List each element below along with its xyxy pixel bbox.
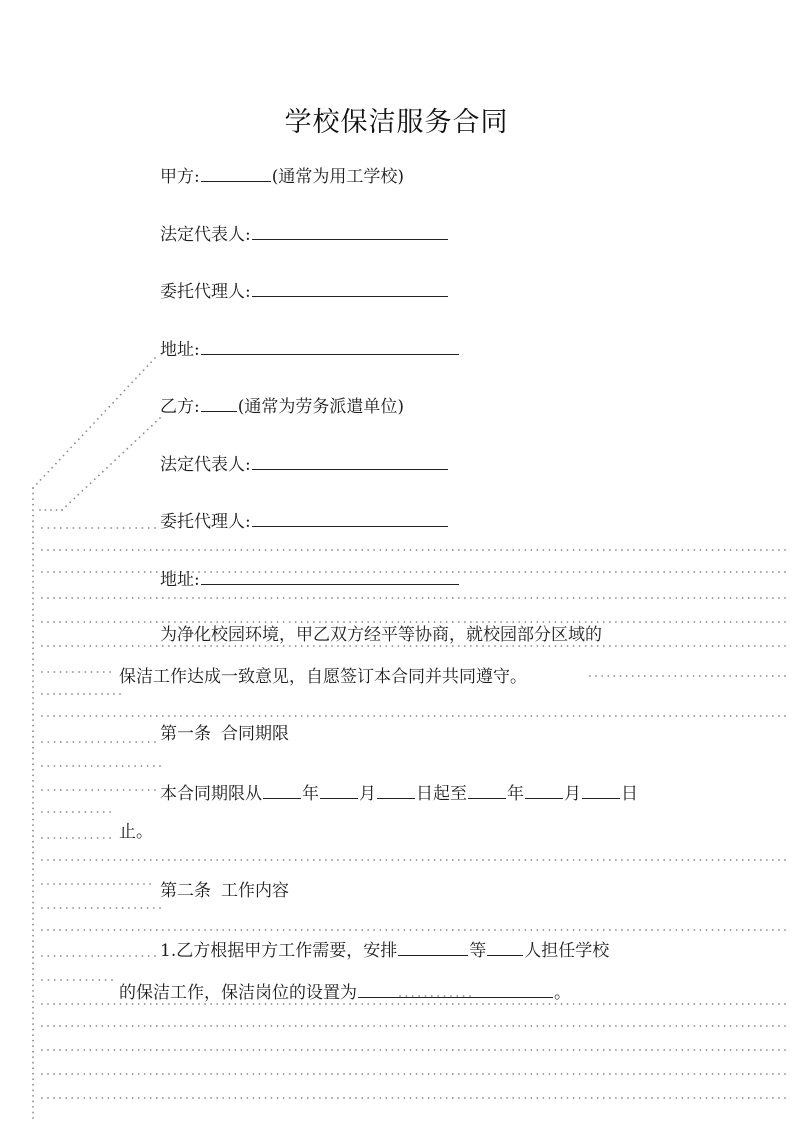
dotted-row-12 bbox=[41, 765, 161, 767]
party-a-legal-rep-blank[interactable] bbox=[252, 222, 448, 240]
article-2-heading bbox=[160, 880, 289, 902]
party-b-agent-blank[interactable] bbox=[252, 509, 448, 527]
party-a-legal-rep-line bbox=[160, 222, 449, 246]
party-a-label: 甲方: bbox=[160, 167, 200, 187]
dotted-row-1 bbox=[41, 527, 156, 529]
end-month-blank[interactable] bbox=[525, 781, 563, 799]
dotted-row-14 bbox=[41, 811, 111, 813]
party-b-legal-rep-label: 法定代表人: bbox=[160, 455, 251, 475]
party-b-address-label: 地址: bbox=[160, 570, 200, 590]
start-day-blank[interactable] bbox=[377, 781, 415, 799]
start-month-blank[interactable] bbox=[320, 781, 358, 799]
preamble-line-2: 保洁工作达成一致意见，自愿签订本合同并共同遵守。 bbox=[119, 667, 527, 687]
term-from-text: 本合同期限从 bbox=[160, 784, 262, 804]
dotted-row-16 bbox=[41, 859, 786, 861]
year-label: 年 bbox=[302, 784, 319, 804]
party-b-address-blank[interactable] bbox=[201, 567, 459, 585]
party-a-agent-label: 委托代理人: bbox=[160, 282, 251, 302]
party-b-line bbox=[160, 394, 404, 418]
party-b-legal-rep-blank[interactable] bbox=[252, 452, 448, 470]
clause-1-text-a: 1.乙方根据甲方工作需要，安排 bbox=[160, 941, 398, 961]
article-2-title: 工作内容 bbox=[221, 881, 289, 901]
dotted-left-column bbox=[32, 487, 34, 1119]
party-b-note: (通常为劳务派遣单位) bbox=[237, 397, 404, 417]
dotted-row-5 bbox=[41, 621, 786, 623]
party-a-agent-line bbox=[160, 279, 449, 303]
article-2-clause-1-line-1 bbox=[160, 938, 609, 962]
party-a-blank[interactable] bbox=[201, 164, 271, 182]
day-label: 日 bbox=[621, 784, 638, 804]
dotted-row-25 bbox=[41, 1073, 786, 1075]
dotted-row-13 bbox=[41, 789, 156, 791]
dotted-row-8 bbox=[589, 675, 786, 677]
article-1-term-end: 止。 bbox=[119, 822, 153, 842]
party-b-agent-label: 委托代理人: bbox=[160, 512, 251, 532]
month-label: 月 bbox=[359, 784, 376, 804]
dotted-row-15 bbox=[41, 837, 111, 839]
dotted-diagonal-2 bbox=[61, 417, 161, 511]
party-a-note: (通常为用工学校) bbox=[271, 167, 404, 187]
clause-1-text-e: 。 bbox=[554, 983, 571, 1003]
party-a-agent-blank[interactable] bbox=[252, 279, 448, 297]
staff-type-blank[interactable] bbox=[398, 938, 468, 956]
dotted-row-9 bbox=[41, 693, 121, 695]
dotted-row-11 bbox=[41, 741, 156, 743]
article-2-number: 第二条 bbox=[160, 881, 211, 901]
post-setting-blank[interactable] bbox=[358, 980, 553, 998]
party-a-line bbox=[160, 164, 404, 188]
article-1-term-line bbox=[160, 781, 638, 805]
party-b-blank[interactable] bbox=[201, 394, 237, 412]
staff-count-blank[interactable] bbox=[487, 938, 523, 956]
dotted-row-7 bbox=[41, 671, 111, 673]
party-a-legal-rep-label: 法定代表人: bbox=[160, 225, 251, 245]
dotted-row-10 bbox=[41, 715, 786, 717]
article-1-number: 第一条 bbox=[160, 724, 211, 744]
article-1-title: 合同期限 bbox=[221, 724, 289, 744]
party-a-address-line bbox=[160, 337, 460, 361]
end-year-blank[interactable] bbox=[468, 781, 506, 799]
document-title: 学校保洁服务合同 bbox=[284, 107, 509, 138]
day-to-label: 日起至 bbox=[416, 784, 467, 804]
dotted-row-17 bbox=[41, 883, 151, 885]
party-b-legal-rep-line bbox=[160, 452, 449, 476]
party-b-address-line bbox=[160, 567, 460, 591]
dotted-row-24 bbox=[41, 1049, 786, 1051]
party-a-address-blank[interactable] bbox=[201, 337, 459, 355]
clause-1-text-b: 等 bbox=[469, 941, 487, 961]
start-year-blank[interactable] bbox=[263, 781, 301, 799]
year-label-2: 年 bbox=[507, 784, 524, 804]
party-b-label: 乙方: bbox=[160, 397, 200, 417]
clause-1-text-d: 的保洁工作，保洁岗位的设置为 bbox=[119, 983, 357, 1003]
month-label-2: 月 bbox=[564, 784, 581, 804]
article-1-heading bbox=[160, 723, 289, 745]
end-day-blank[interactable] bbox=[582, 781, 620, 799]
dotted-row-19 bbox=[41, 929, 786, 931]
party-a-address-label: 地址: bbox=[160, 340, 200, 360]
dotted-diagonal-1 bbox=[32, 357, 156, 489]
article-2-clause-1-line-2 bbox=[119, 980, 571, 1004]
dotted-row-4 bbox=[41, 597, 786, 599]
dotted-row-21 bbox=[41, 979, 113, 981]
dotted-row-23 bbox=[41, 1025, 786, 1027]
dotted-row-18 bbox=[41, 907, 161, 909]
dotted-row-20 bbox=[41, 955, 156, 957]
clause-1-text-c: 人担任学校 bbox=[524, 941, 610, 961]
dotted-row-26 bbox=[41, 1097, 786, 1099]
party-b-agent-line bbox=[160, 509, 449, 533]
preamble-line-1: 为净化校园环境，甲乙双方经平等协商，就校园部分区域的 bbox=[160, 625, 602, 645]
dotted-row-2 bbox=[41, 549, 786, 551]
dotted-diagonal-join bbox=[39, 509, 63, 511]
